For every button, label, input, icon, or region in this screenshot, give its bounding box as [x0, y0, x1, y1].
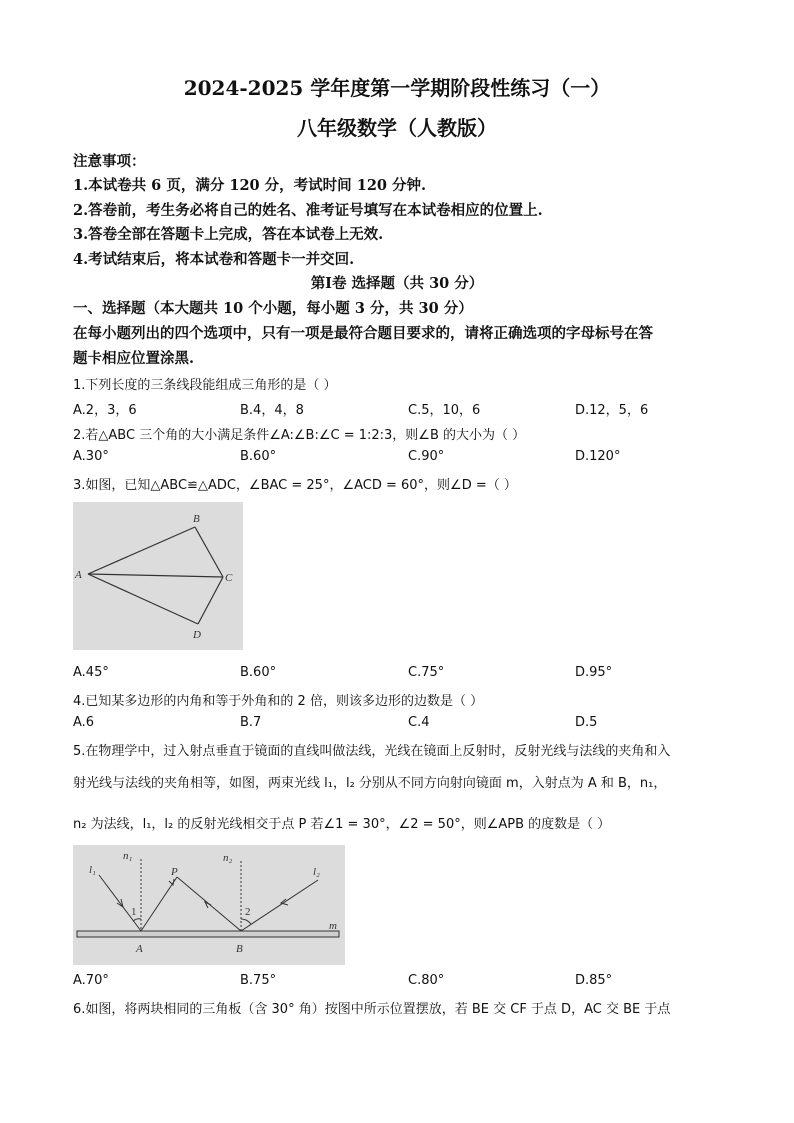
q5-label-p: P — [171, 866, 178, 878]
q3-label-d: D — [193, 629, 201, 641]
q5-label-angle-2: 2 — [245, 906, 251, 918]
question-5-line-1: 5.在物理学中，过入射点垂直于镜面的直线叫做法线，光线在镜面上反射时，反射光线与法线的夹角和入 — [73, 744, 671, 759]
q5-label-angle-1: 1 — [131, 906, 137, 918]
q5-option-a: A.70° — [73, 973, 109, 988]
q5-option-c: C.80° — [408, 973, 445, 988]
q3-option-a: A.45° — [73, 665, 109, 680]
q4-option-b: B.7 — [240, 715, 262, 730]
q3-label-c: C — [225, 572, 233, 584]
q1-option-d: D.12，5，6 — [575, 403, 649, 418]
notice-item-4: 4.考试结束后，将本试卷和答题卡一并交回. — [73, 251, 355, 268]
q4-option-d: D.5 — [575, 715, 598, 730]
q5-option-d: D.85° — [575, 973, 613, 988]
question-5-line-2: 射光线与法线的夹角相等，如图，两束光线 l₁，l₂ 分别从不同方向射向镜面 m，入射点为 A 和 B，n₁， — [73, 776, 667, 791]
q3-figure — [73, 502, 243, 650]
q5-label-b: B — [236, 943, 243, 955]
q2-option-b: B.60° — [240, 449, 277, 464]
q5-label-m: m — [329, 920, 337, 932]
q1-option-c: C.5，10，6 — [408, 403, 481, 418]
question-2: 2.若△ABC 三个角的大小满足条件∠A:∠B:∠C = 1:2:3，则∠B 的大小为（ ） — [73, 428, 526, 443]
question-6: 6.如图，将两块相同的三角板（含 30° 角）按图中所示位置摆放，若 BE 交 CF 于点 D，AC 交 BE 于点 — [73, 1002, 671, 1017]
q5-reflection-diagram — [73, 845, 345, 965]
page-title: 2024-2025 学年度第一学期阶段性练习（一） — [183, 76, 611, 100]
notice-item-1: 1.本试卷共 6 页，满分 120 分，考试时间 120 分钟. — [73, 177, 427, 194]
q5-label-n1: n₁ — [123, 850, 133, 862]
q3-option-c: C.75° — [408, 665, 445, 680]
section-instruction-1: 在每小题列出的四个选项中，只有一项是最符合题目要求的，请将正确选项的字母标号在答 — [73, 325, 653, 342]
question-5-line-3: n₂ 为法线，l₁，l₂ 的反射光线相交于点 P 若∠1 = 30°，∠2 = 50°，则∠APB 的度数是（ ） — [73, 817, 611, 832]
notice-item-3: 3.答卷全部在答题卡上完成，答在本试卷上无效. — [73, 226, 384, 243]
q5-label-n2: n₂ — [223, 852, 233, 864]
q3-triangle-diagram — [73, 502, 243, 650]
q5-label-a: A — [136, 943, 143, 955]
q2-option-a: A.30° — [73, 449, 109, 464]
q3-label-a: A — [75, 569, 82, 581]
q2-option-c: C.90° — [408, 449, 445, 464]
q3-label-b: B — [193, 513, 200, 525]
q4-option-a: A.6 — [73, 715, 95, 730]
q2-option-d: D.120° — [575, 449, 621, 464]
section-instruction-2: 题卡相应位置涂黑. — [73, 350, 195, 367]
question-1: 1.下列长度的三条线段能组成三角形的是（ ） — [73, 378, 337, 393]
q5-label-l1: l₁ — [89, 864, 96, 876]
q1-option-b: B.4，4，8 — [240, 403, 304, 418]
notice-item-2: 2.答卷前，考生务必将自己的姓名、准考证号填写在本试卷相应的位置上. — [73, 202, 543, 219]
q5-option-b: B.75° — [240, 973, 277, 988]
question-3: 3.如图，已知△ABC≌△ADC，∠BAC = 25°，∠ACD = 60°，则∠D =（ ） — [73, 478, 517, 493]
section-heading: 一、选择题（本大题共 10 个小题，每小题 3 分，共 30 分） — [73, 300, 473, 317]
part-title: 第Ⅰ卷 选择题（共 30 分） — [310, 275, 484, 292]
q3-option-b: B.60° — [240, 665, 277, 680]
page-subtitle: 八年级数学（人教版） — [297, 116, 497, 140]
q5-label-l2: l₂ — [313, 866, 320, 878]
q5-figure — [73, 845, 345, 965]
q1-option-a: A.2，3，6 — [73, 403, 137, 418]
notice-heading: 注意事项： — [73, 153, 146, 170]
q3-option-d: D.95° — [575, 665, 613, 680]
q4-option-c: C.4 — [408, 715, 430, 730]
question-4: 4.已知某多边形的内角和等于外角和的 2 倍，则该多边形的边数是（ ） — [73, 694, 484, 709]
